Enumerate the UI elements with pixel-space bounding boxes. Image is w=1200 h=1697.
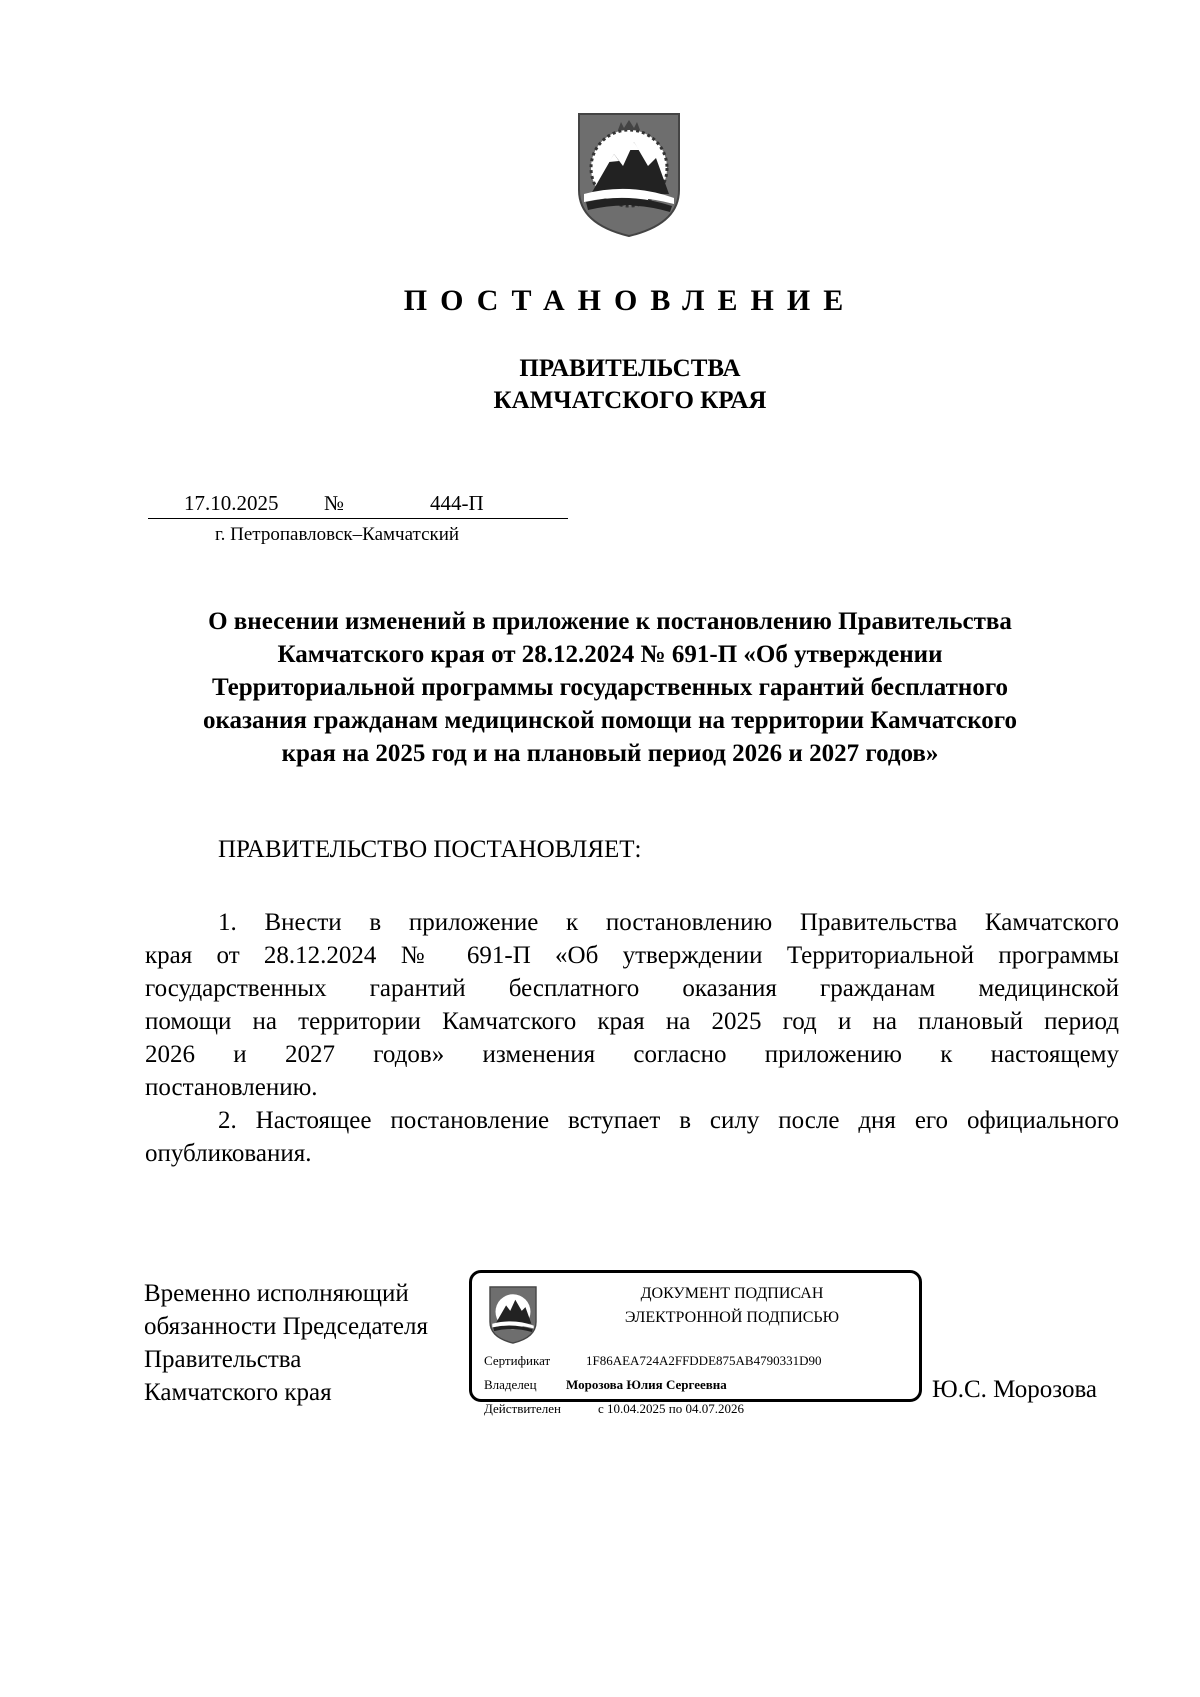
owner-label: Владелец bbox=[484, 1377, 537, 1392]
signatory-title-line: обязанности Председателя bbox=[144, 1313, 428, 1340]
validity-label: Действителен bbox=[484, 1401, 561, 1416]
issuer-line-2: КАМЧАТСКОГО КРАЯ bbox=[493, 387, 767, 414]
title-line: оказания гражданам медицинской помощи на территории Камчатского bbox=[202, 707, 1018, 734]
signatory-title-line: Временно исполняющий bbox=[144, 1280, 409, 1307]
paragraph-line: края от 28.12.2024 № 691-П «Об утверждении Территориальной программы bbox=[145, 942, 1119, 969]
certificate-value: 1F86AEA724A2FFDDE875AB4790331D90 bbox=[586, 1353, 822, 1368]
number-sign: № bbox=[324, 491, 345, 515]
coat-of-arms-icon bbox=[576, 112, 682, 238]
title-line: края на 2025 год и на плановый период 2026 и 2027 годов» bbox=[281, 740, 939, 767]
paragraph-line: 2026 и 2027 годов» изменения согласно приложению к настоящему bbox=[145, 1041, 1119, 1068]
paragraph-line: опубликования. bbox=[145, 1140, 312, 1167]
paragraph-line: помощи на территории Камчатского края на 2025 год и на плановый период bbox=[145, 1008, 1119, 1035]
stamp-validity-row bbox=[484, 1401, 744, 1417]
document-number: 444-П bbox=[430, 491, 484, 515]
paragraph-line: государственных гарантий бесплатного оказания гражданам медицинской bbox=[145, 975, 1119, 1002]
paragraph-line: постановлению. bbox=[145, 1074, 318, 1101]
title-line: Камчатского края от 28.12.2024 № 691-П «Об утверждении bbox=[277, 641, 943, 668]
signatory-title-line: Камчатского края bbox=[144, 1379, 332, 1406]
paragraph-line: 1. Внести в приложение к постановлению Правительства Камчатского bbox=[218, 909, 1119, 936]
title-line: О внесении изменений в приложение к постановлению Правительства bbox=[208, 608, 1012, 635]
stamp-owner-row bbox=[484, 1377, 727, 1393]
signer-name: Ю.С. Морозова bbox=[932, 1376, 1098, 1403]
resolves-heading: ПРАВИТЕЛЬСТВО ПОСТАНОВЛЯЕТ: bbox=[218, 836, 642, 863]
stamp-heading: ЭЛЕКТРОННОЙ ПОДПИСЬЮ bbox=[624, 1309, 840, 1326]
city: г. Петропавловск–Камчатский bbox=[215, 524, 460, 545]
paragraph-1 bbox=[145, 906, 1119, 1104]
document-title bbox=[140, 605, 1080, 770]
owner-value: Морозова Юлия Сергеевна bbox=[566, 1377, 727, 1392]
registration-line bbox=[148, 491, 568, 519]
validity-value: с 10.04.2025 по 04.07.2026 bbox=[598, 1401, 744, 1416]
document-date: 17.10.2025 bbox=[184, 491, 279, 515]
stamp-heading: ДОКУМЕНТ ПОДПИСАН bbox=[640, 1285, 824, 1302]
paragraph-line: 2. Настоящее постановление вступает в силу после дня его официального bbox=[218, 1107, 1119, 1134]
signatory-title-line: Правительства bbox=[144, 1346, 302, 1373]
document-type: ПОСТАНОВЛЕНИЕ bbox=[403, 284, 857, 317]
issuer-line-1: ПРАВИТЕЛЬСТВА bbox=[519, 355, 741, 382]
electronic-signature-stamp bbox=[469, 1270, 922, 1416]
coat-of-arms-icon bbox=[488, 1286, 538, 1344]
paragraph-2 bbox=[145, 1104, 1119, 1170]
title-line: Территориальной программы государственных гарантий бесплатного bbox=[211, 674, 1009, 701]
certificate-label: Сертификат bbox=[484, 1353, 551, 1368]
stamp-certificate-row bbox=[484, 1353, 821, 1369]
